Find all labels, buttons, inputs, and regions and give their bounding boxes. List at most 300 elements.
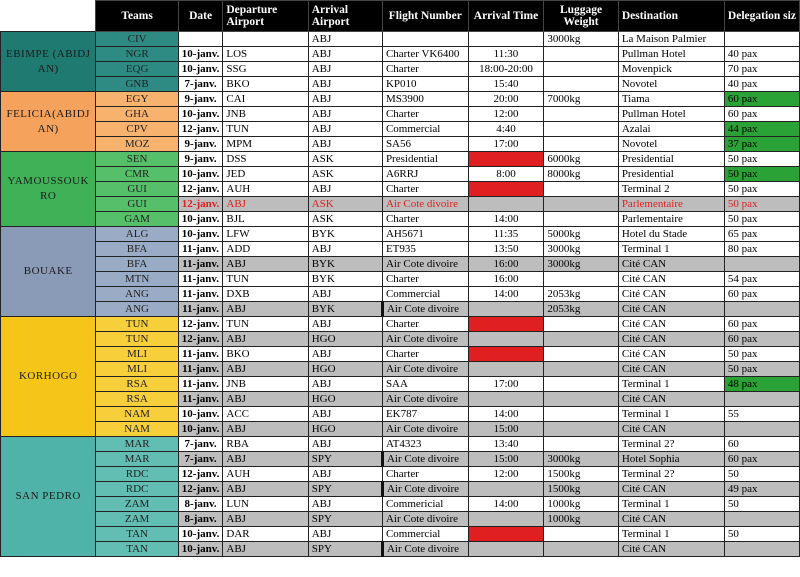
team-cell[interactable]: ZAM (96, 512, 178, 527)
date-cell[interactable]: 12-janv. (178, 317, 223, 332)
delegation-cell[interactable]: 40 pax (724, 47, 799, 62)
col-header-flight[interactable]: Flight Number (382, 1, 468, 32)
arrival-cell[interactable]: ABJ (308, 467, 382, 482)
team-cell[interactable]: GUI (96, 182, 178, 197)
flight-cell[interactable]: Charter (382, 62, 468, 77)
col-header-arrival-time[interactable]: Arrival Time (468, 1, 544, 32)
flight-cell[interactable]: Charter (382, 317, 468, 332)
team-cell[interactable]: NAM (96, 422, 178, 437)
departure-cell[interactable]: ABJ (223, 257, 308, 272)
arrival-time-cell[interactable]: 13:40 (468, 437, 544, 452)
date-cell[interactable]: 11-janv. (178, 302, 223, 317)
flight-cell[interactable]: Commercial (382, 122, 468, 137)
departure-cell[interactable]: DXB (223, 287, 308, 302)
departure-cell[interactable]: JNB (223, 377, 308, 392)
date-cell[interactable]: 10-janv. (178, 407, 223, 422)
departure-cell[interactable]: LFW (223, 227, 308, 242)
luggage-cell[interactable] (544, 182, 618, 197)
arrival-time-cell[interactable]: 8:00 (468, 167, 544, 182)
arrival-time-cell[interactable] (468, 362, 544, 377)
flight-cell[interactable]: Charter (382, 347, 468, 362)
destination-cell[interactable]: Cité CAN (618, 482, 724, 497)
destination-cell[interactable]: Hotel du Stade (618, 227, 724, 242)
luggage-cell[interactable] (544, 212, 618, 227)
arrival-cell[interactable]: ABJ (308, 287, 382, 302)
team-cell[interactable]: BFA (96, 242, 178, 257)
arrival-time-cell[interactable] (468, 392, 544, 407)
destination-cell[interactable]: Cité CAN (618, 302, 724, 317)
arrival-cell[interactable]: ABJ (308, 317, 382, 332)
arrival-time-cell[interactable]: 11:35 (468, 227, 544, 242)
delegation-cell[interactable]: 50 pax (724, 197, 799, 212)
flight-cell[interactable]: KP010 (382, 77, 468, 92)
date-cell[interactable]: 7-janv. (178, 437, 223, 452)
arrival-time-cell[interactable]: 15:40 (468, 77, 544, 92)
date-cell[interactable]: 10-janv. (178, 47, 223, 62)
departure-cell[interactable]: AUH (223, 182, 308, 197)
destination-cell[interactable]: Pullman Hotel (618, 107, 724, 122)
flight-cell[interactable]: Air Cote divoire (382, 392, 468, 407)
arrival-cell[interactable]: ABJ (308, 62, 382, 77)
team-cell[interactable]: EGY (96, 92, 178, 107)
departure-cell[interactable]: TUN (223, 272, 308, 287)
date-cell[interactable]: 11-janv. (178, 257, 223, 272)
departure-cell[interactable]: ABJ (223, 422, 308, 437)
departure-cell[interactable]: ACC (223, 407, 308, 422)
col-header-destination[interactable]: Destination (618, 1, 724, 32)
arrival-time-cell[interactable]: 11:30 (468, 47, 544, 62)
team-cell[interactable]: NAM (96, 407, 178, 422)
arrival-time-cell[interactable]: 14:00 (468, 287, 544, 302)
date-cell[interactable]: 7-janv. (178, 452, 223, 467)
flight-cell[interactable]: Charter (382, 182, 468, 197)
arrival-cell[interactable]: ABJ (308, 527, 382, 542)
arrival-time-cell[interactable]: 14:00 (468, 407, 544, 422)
date-cell[interactable]: 10-janv. (178, 542, 223, 557)
team-cell[interactable]: ALG (96, 227, 178, 242)
arrival-time-cell[interactable] (468, 182, 544, 197)
luggage-cell[interactable] (544, 272, 618, 287)
luggage-cell[interactable] (544, 317, 618, 332)
arrival-cell[interactable]: ABJ (308, 437, 382, 452)
team-cell[interactable]: MOZ (96, 137, 178, 152)
arrival-time-cell[interactable] (468, 317, 544, 332)
arrival-cell[interactable]: SPY (308, 482, 382, 497)
date-cell[interactable]: 8-janv. (178, 497, 223, 512)
team-cell[interactable]: GUI (96, 197, 178, 212)
delegation-cell[interactable]: 50 pax (724, 182, 799, 197)
flight-cell[interactable]: Air Cote divoire (382, 257, 468, 272)
flight-cell[interactable]: Charter (382, 467, 468, 482)
team-cell[interactable]: TUN (96, 332, 178, 347)
date-cell[interactable]: 11-janv. (178, 242, 223, 257)
delegation-cell[interactable]: 50 pax (724, 212, 799, 227)
team-cell[interactable]: CIV (96, 32, 178, 47)
arrival-cell[interactable]: ABJ (308, 92, 382, 107)
delegation-cell[interactable] (724, 542, 799, 557)
departure-cell[interactable]: TUN (223, 122, 308, 137)
arrival-time-cell[interactable]: 12:00 (468, 107, 544, 122)
luggage-cell[interactable] (544, 47, 618, 62)
departure-cell[interactable]: ABJ (223, 332, 308, 347)
destination-cell[interactable]: Cité CAN (618, 332, 724, 347)
departure-cell[interactable]: LUN (223, 497, 308, 512)
arrival-time-cell[interactable]: 14:00 (468, 212, 544, 227)
delegation-cell[interactable] (724, 32, 799, 47)
flight-cell[interactable]: AH5671 (382, 227, 468, 242)
departure-cell[interactable]: CAI (223, 92, 308, 107)
luggage-cell[interactable] (544, 107, 618, 122)
destination-cell[interactable]: Pullman Hotel (618, 47, 724, 62)
departure-cell[interactable]: ABJ (223, 452, 308, 467)
team-cell[interactable]: GNB (96, 77, 178, 92)
destination-cell[interactable]: Terminal 2? (618, 467, 724, 482)
arrival-time-cell[interactable] (468, 527, 544, 542)
team-cell[interactable]: ANG (96, 287, 178, 302)
date-cell[interactable]: 10-janv. (178, 227, 223, 242)
flight-cell[interactable]: SAA (382, 377, 468, 392)
date-cell[interactable]: 12-janv. (178, 182, 223, 197)
arrival-time-cell[interactable]: 18:00-20:00 (468, 62, 544, 77)
date-cell[interactable]: 11-janv. (178, 287, 223, 302)
luggage-cell[interactable]: 2053kg (544, 287, 618, 302)
delegation-cell[interactable]: 60 (724, 437, 799, 452)
destination-cell[interactable]: Cité CAN (618, 287, 724, 302)
arrival-cell[interactable]: HGO (308, 332, 382, 347)
delegation-cell[interactable] (724, 512, 799, 527)
luggage-cell[interactable]: 1500kg (544, 482, 618, 497)
delegation-cell[interactable]: 50 pax (724, 362, 799, 377)
date-cell[interactable]: 12-janv. (178, 197, 223, 212)
arrival-time-cell[interactable]: 16:00 (468, 257, 544, 272)
arrival-time-cell[interactable]: 17:00 (468, 137, 544, 152)
delegation-cell[interactable] (724, 392, 799, 407)
departure-cell[interactable]: SSG (223, 62, 308, 77)
delegation-cell[interactable]: 44 pax (724, 122, 799, 137)
team-cell[interactable]: GHA (96, 107, 178, 122)
luggage-cell[interactable]: 2053kg (544, 302, 618, 317)
team-cell[interactable]: ZAM (96, 497, 178, 512)
group-label[interactable]: YAMOUSSOUKRO (1, 152, 96, 227)
date-cell[interactable]: 11-janv. (178, 362, 223, 377)
luggage-cell[interactable]: 7000kg (544, 92, 618, 107)
col-header-date[interactable]: Date (178, 1, 223, 32)
date-cell[interactable]: 12-janv. (178, 122, 223, 137)
flight-cell[interactable]: Charter (382, 272, 468, 287)
delegation-cell[interactable] (724, 302, 799, 317)
arrival-cell[interactable]: SPY (308, 542, 382, 557)
destination-cell[interactable]: Terminal 1 (618, 242, 724, 257)
arrival-time-cell[interactable] (468, 542, 544, 557)
arrival-time-cell[interactable]: 15:00 (468, 452, 544, 467)
flight-cell[interactable] (382, 32, 468, 47)
arrival-time-cell[interactable]: 20:00 (468, 92, 544, 107)
departure-cell[interactable]: AUH (223, 467, 308, 482)
team-cell[interactable]: RDC (96, 467, 178, 482)
delegation-cell[interactable]: 50 pax (724, 347, 799, 362)
arrival-cell[interactable]: BYK (308, 227, 382, 242)
team-cell[interactable]: TAN (96, 542, 178, 557)
date-cell[interactable]: 12-janv. (178, 482, 223, 497)
date-cell[interactable]: 9-janv. (178, 152, 223, 167)
date-cell[interactable]: 9-janv. (178, 92, 223, 107)
date-cell[interactable] (178, 32, 223, 47)
arrival-cell[interactable]: ABJ (308, 137, 382, 152)
team-cell[interactable]: MAR (96, 437, 178, 452)
col-header-departure[interactable]: Departure Airport (223, 1, 308, 32)
group-label[interactable]: BOUAKE (1, 227, 96, 317)
luggage-cell[interactable]: 1000kg (544, 497, 618, 512)
col-header-luggage[interactable]: Luggage Weight (544, 1, 618, 32)
luggage-cell[interactable]: 3000kg (544, 242, 618, 257)
team-cell[interactable]: RSA (96, 377, 178, 392)
arrival-cell[interactable]: ABJ (308, 377, 382, 392)
luggage-cell[interactable] (544, 77, 618, 92)
arrival-cell[interactable]: ABJ (308, 107, 382, 122)
arrival-cell[interactable]: BYK (308, 272, 382, 287)
departure-cell[interactable]: DAR (223, 527, 308, 542)
luggage-cell[interactable]: 5000kg (544, 227, 618, 242)
departure-cell[interactable]: ABJ (223, 392, 308, 407)
team-cell[interactable]: MTN (96, 272, 178, 287)
departure-cell[interactable] (223, 32, 308, 47)
destination-cell[interactable]: Presidential (618, 152, 724, 167)
luggage-cell[interactable] (544, 542, 618, 557)
luggage-cell[interactable] (544, 62, 618, 77)
departure-cell[interactable]: JED (223, 167, 308, 182)
departure-cell[interactable]: JNB (223, 107, 308, 122)
arrival-cell[interactable]: ABJ (308, 182, 382, 197)
destination-cell[interactable]: Terminal 1 (618, 527, 724, 542)
destination-cell[interactable]: Cité CAN (618, 257, 724, 272)
destination-cell[interactable]: Cité CAN (618, 362, 724, 377)
destination-cell[interactable]: Cité CAN (618, 512, 724, 527)
destination-cell[interactable]: Movenpick (618, 62, 724, 77)
flight-cell[interactable]: Charter (382, 212, 468, 227)
arrival-time-cell[interactable] (468, 302, 544, 317)
luggage-cell[interactable]: 6000kg (544, 152, 618, 167)
destination-cell[interactable]: Hotel Sophia (618, 452, 724, 467)
arrival-cell[interactable]: ABJ (308, 497, 382, 512)
arrival-cell[interactable]: ASK (308, 167, 382, 182)
departure-cell[interactable]: ABJ (223, 362, 308, 377)
team-cell[interactable]: EQG (96, 62, 178, 77)
arrival-cell[interactable]: ASK (308, 197, 382, 212)
arrival-time-cell[interactable] (468, 512, 544, 527)
arrival-cell[interactable]: ABJ (308, 242, 382, 257)
arrival-cell[interactable]: BYK (308, 257, 382, 272)
departure-cell[interactable]: MPM (223, 137, 308, 152)
luggage-cell[interactable] (544, 392, 618, 407)
destination-cell[interactable]: Azalai (618, 122, 724, 137)
arrival-time-cell[interactable] (468, 32, 544, 47)
team-cell[interactable]: CMR (96, 167, 178, 182)
departure-cell[interactable]: ABJ (223, 512, 308, 527)
destination-cell[interactable]: Parlementaire (618, 197, 724, 212)
delegation-cell[interactable]: 60 pax (724, 287, 799, 302)
flight-cell[interactable]: Presidential (382, 152, 468, 167)
departure-cell[interactable]: ABJ (223, 197, 308, 212)
departure-cell[interactable]: LOS (223, 47, 308, 62)
arrival-cell[interactable]: ABJ (308, 122, 382, 137)
flight-cell[interactable]: Air Cote divoire (382, 482, 468, 497)
departure-cell[interactable]: RBA (223, 437, 308, 452)
arrival-time-cell[interactable] (468, 152, 544, 167)
delegation-cell[interactable]: 65 pax (724, 227, 799, 242)
date-cell[interactable]: 10-janv. (178, 167, 223, 182)
destination-cell[interactable]: Cité CAN (618, 542, 724, 557)
departure-cell[interactable]: DSS (223, 152, 308, 167)
col-header-teams[interactable]: Teams (96, 1, 178, 32)
team-cell[interactable]: TAN (96, 527, 178, 542)
date-cell[interactable]: 10-janv. (178, 107, 223, 122)
delegation-cell[interactable]: 49 pax (724, 482, 799, 497)
flight-cell[interactable]: Commercial (382, 527, 468, 542)
delegation-cell[interactable]: 60 pax (724, 92, 799, 107)
flight-cell[interactable]: Commercial (382, 287, 468, 302)
destination-cell[interactable]: Tiama (618, 92, 724, 107)
arrival-cell[interactable]: HGO (308, 392, 382, 407)
flight-cell[interactable]: Charter (382, 107, 468, 122)
luggage-cell[interactable] (544, 527, 618, 542)
arrival-time-cell[interactable]: 12:00 (468, 467, 544, 482)
date-cell[interactable]: 10-janv. (178, 212, 223, 227)
group-label[interactable]: FELICIA(ABIDJAN) (1, 92, 96, 152)
luggage-cell[interactable] (544, 197, 618, 212)
luggage-cell[interactable]: 1500kg (544, 467, 618, 482)
delegation-cell[interactable] (724, 257, 799, 272)
flight-cell[interactable]: A6RRJ (382, 167, 468, 182)
flight-cell[interactable]: Air Cote divoire (382, 362, 468, 377)
flight-cell[interactable]: Air Cote divoire (382, 332, 468, 347)
delegation-cell[interactable]: 60 pax (724, 452, 799, 467)
flight-cell[interactable]: Air Cote divoire (382, 542, 468, 557)
luggage-cell[interactable] (544, 407, 618, 422)
destination-cell[interactable]: Cité CAN (618, 272, 724, 287)
arrival-cell[interactable]: ASK (308, 152, 382, 167)
luggage-cell[interactable]: 8000kg (544, 167, 618, 182)
flight-cell[interactable]: Charter VK6400 (382, 47, 468, 62)
arrival-cell[interactable]: HGO (308, 362, 382, 377)
team-cell[interactable]: RSA (96, 392, 178, 407)
arrival-time-cell[interactable]: 13:50 (468, 242, 544, 257)
destination-cell[interactable]: Parlementaire (618, 212, 724, 227)
arrival-time-cell[interactable] (468, 347, 544, 362)
delegation-cell[interactable]: 50 (724, 497, 799, 512)
date-cell[interactable]: 12-janv. (178, 332, 223, 347)
flight-cell[interactable]: EK787 (382, 407, 468, 422)
luggage-cell[interactable] (544, 422, 618, 437)
date-cell[interactable]: 11-janv. (178, 377, 223, 392)
destination-cell[interactable]: Terminal 1 (618, 407, 724, 422)
delegation-cell[interactable] (724, 422, 799, 437)
luggage-cell[interactable]: 1000kg (544, 512, 618, 527)
date-cell[interactable]: 7-janv. (178, 77, 223, 92)
destination-cell[interactable]: Cité CAN (618, 317, 724, 332)
flight-cell[interactable]: MS3900 (382, 92, 468, 107)
departure-cell[interactable]: ABJ (223, 482, 308, 497)
arrival-time-cell[interactable]: 14:00 (468, 497, 544, 512)
date-cell[interactable]: 10-janv. (178, 422, 223, 437)
date-cell[interactable]: 12-janv. (178, 467, 223, 482)
flight-cell[interactable]: Air Cote divoire (382, 452, 468, 467)
destination-cell[interactable]: Cité CAN (618, 392, 724, 407)
team-cell[interactable]: NGR (96, 47, 178, 62)
destination-cell[interactable]: Terminal 2 (618, 182, 724, 197)
team-cell[interactable]: TUN (96, 317, 178, 332)
group-label[interactable]: SAN PEDRO (1, 437, 96, 557)
flight-cell[interactable]: SA56 (382, 137, 468, 152)
luggage-cell[interactable]: 3000kg (544, 257, 618, 272)
delegation-cell[interactable]: 60 pax (724, 317, 799, 332)
delegation-cell[interactable]: 48 pax (724, 377, 799, 392)
arrival-time-cell[interactable]: 4:40 (468, 122, 544, 137)
date-cell[interactable]: 11-janv. (178, 347, 223, 362)
delegation-cell[interactable]: 80 pax (724, 242, 799, 257)
date-cell[interactable]: 9-janv. (178, 137, 223, 152)
flight-cell[interactable]: Commericial (382, 497, 468, 512)
arrival-time-cell[interactable] (468, 197, 544, 212)
arrival-cell[interactable]: SPY (308, 512, 382, 527)
team-cell[interactable]: SEN (96, 152, 178, 167)
team-cell[interactable]: GAM (96, 212, 178, 227)
luggage-cell[interactable]: 3000kg (544, 32, 618, 47)
col-header-delegation[interactable]: Delegation siz (724, 1, 799, 32)
group-label[interactable]: EBIMPE (ABIDJAN) (1, 32, 96, 92)
team-cell[interactable]: MAR (96, 452, 178, 467)
arrival-cell[interactable]: ABJ (308, 407, 382, 422)
arrival-cell[interactable]: ABJ (308, 77, 382, 92)
luggage-cell[interactable] (544, 347, 618, 362)
luggage-cell[interactable] (544, 437, 618, 452)
luggage-cell[interactable] (544, 362, 618, 377)
arrival-time-cell[interactable]: 16:00 (468, 272, 544, 287)
date-cell[interactable]: 11-janv. (178, 272, 223, 287)
luggage-cell[interactable] (544, 377, 618, 392)
destination-cell[interactable]: Terminal 2? (618, 437, 724, 452)
destination-cell[interactable]: Novotel (618, 137, 724, 152)
team-cell[interactable]: MLI (96, 347, 178, 362)
date-cell[interactable]: 10-janv. (178, 527, 223, 542)
arrival-cell[interactable]: ABJ (308, 47, 382, 62)
team-cell[interactable]: ANG (96, 302, 178, 317)
date-cell[interactable]: 10-janv. (178, 62, 223, 77)
luggage-cell[interactable] (544, 137, 618, 152)
delegation-cell[interactable]: 50 (724, 467, 799, 482)
arrival-time-cell[interactable]: 17:00 (468, 377, 544, 392)
delegation-cell[interactable]: 70 pax (724, 62, 799, 77)
flight-cell[interactable]: Air Cote divoire (382, 512, 468, 527)
luggage-cell[interactable] (544, 122, 618, 137)
flight-cell[interactable]: Air Cote divoire (382, 302, 468, 317)
delegation-cell[interactable]: 40 pax (724, 77, 799, 92)
team-cell[interactable]: RDC (96, 482, 178, 497)
departure-cell[interactable]: BKO (223, 77, 308, 92)
destination-cell[interactable]: Terminal 1 (618, 377, 724, 392)
date-cell[interactable]: 11-janv. (178, 392, 223, 407)
destination-cell[interactable]: Terminal 1 (618, 497, 724, 512)
luggage-cell[interactable]: 3000kg (544, 452, 618, 467)
arrival-cell[interactable]: ASK (308, 212, 382, 227)
team-cell[interactable]: CPV (96, 122, 178, 137)
arrival-time-cell[interactable] (468, 332, 544, 347)
arrival-cell[interactable]: SPY (308, 452, 382, 467)
destination-cell[interactable]: Cité CAN (618, 422, 724, 437)
delegation-cell[interactable]: 37 pax (724, 137, 799, 152)
arrival-time-cell[interactable]: 15:00 (468, 422, 544, 437)
date-cell[interactable]: 8-janv. (178, 512, 223, 527)
arrival-cell[interactable]: ABJ (308, 32, 382, 47)
